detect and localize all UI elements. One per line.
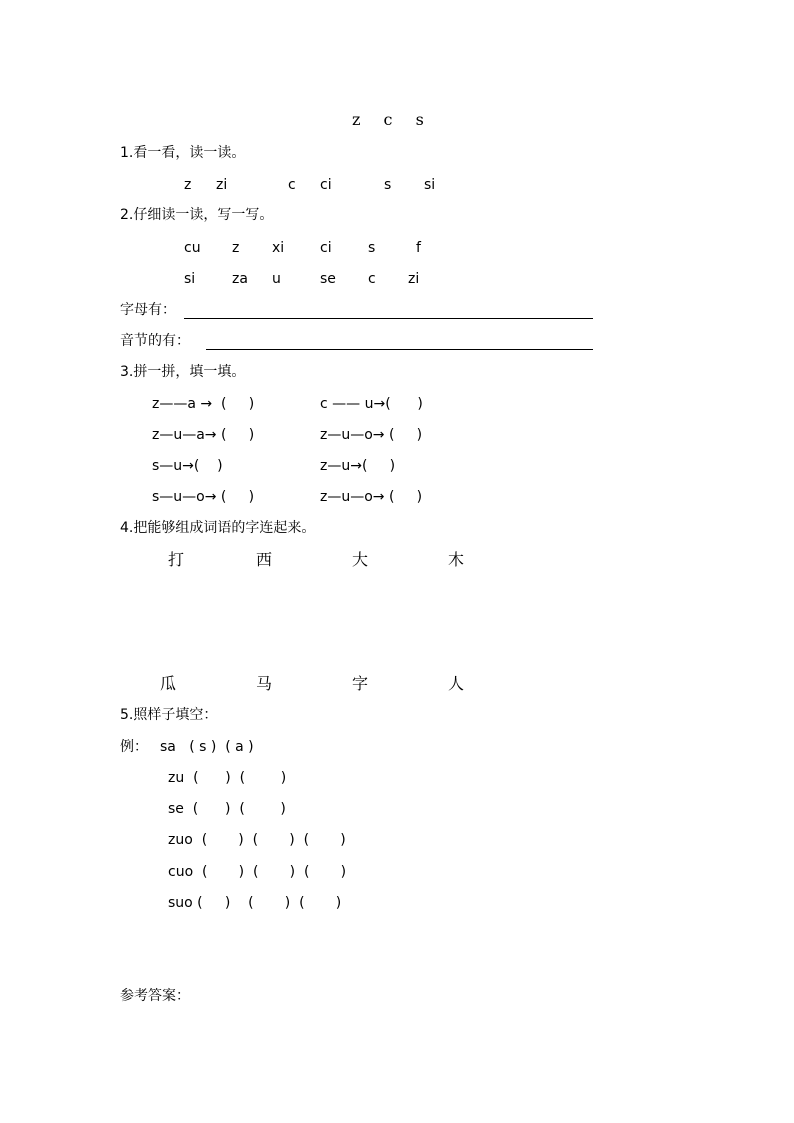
q4-heading: 4.把能够组成词语的字连起来。 bbox=[120, 520, 316, 536]
q3-item: z—u—o→ ( ) bbox=[320, 427, 423, 443]
q1-item: z bbox=[184, 177, 192, 193]
q4-bottom-char[interactable]: 字 bbox=[352, 674, 369, 693]
q3-heading: 3.拼一拼，填一填。 bbox=[120, 364, 246, 380]
q4-top-char[interactable]: 西 bbox=[256, 550, 273, 569]
letters-label: 字母有： bbox=[120, 302, 176, 318]
q2-item: f bbox=[416, 240, 421, 256]
q5-example-label: 例： bbox=[120, 739, 148, 755]
q4-top-char[interactable]: 大 bbox=[352, 550, 369, 569]
answer-key-label: 参考答案： bbox=[120, 988, 190, 1004]
q5-heading: 5.照样子填空： bbox=[120, 707, 218, 723]
q1-item: s bbox=[384, 177, 392, 193]
q5-row[interactable]: suo ( ) ( ) ( ) bbox=[168, 895, 342, 911]
q1-item: ci bbox=[320, 177, 332, 193]
q3-item: s—u—o→ ( ) bbox=[152, 489, 255, 505]
syllables-label: 音节的有： bbox=[120, 333, 190, 349]
q1-item: c bbox=[288, 177, 296, 193]
q3-item: z—u—a→ ( ) bbox=[152, 427, 255, 443]
q1-item: si bbox=[424, 177, 436, 193]
q3-item: z—u→( ) bbox=[320, 458, 396, 474]
q4-bottom-char[interactable]: 瓜 bbox=[160, 674, 177, 693]
q3-item: c —— u→( ) bbox=[320, 396, 423, 412]
q3-item: z—u—o→ ( ) bbox=[320, 489, 423, 505]
q5-row[interactable]: cuo ( ) ( ) ( ) bbox=[168, 864, 347, 880]
q2-item: zi bbox=[408, 271, 420, 287]
q4-bottom-char[interactable]: 人 bbox=[448, 674, 465, 693]
q1-item: zi bbox=[216, 177, 228, 193]
q4-top-char[interactable]: 打 bbox=[168, 550, 185, 569]
q5-example: sa ( s ) ( a ) bbox=[160, 739, 254, 755]
q3-item: s—u→( ) bbox=[152, 458, 223, 474]
q3-item: z——a → ( ) bbox=[152, 396, 255, 412]
q5-row[interactable]: zu ( ) ( ) bbox=[168, 770, 287, 786]
q1-heading: 1.看一看，读一读。 bbox=[120, 145, 246, 161]
letters-answer-line[interactable] bbox=[184, 318, 593, 319]
q2-item: za bbox=[232, 271, 248, 287]
q2-heading: 2.仔细读一读，写一写。 bbox=[120, 207, 274, 223]
q4-bottom-char[interactable]: 马 bbox=[256, 674, 273, 693]
q4-top-char[interactable]: 木 bbox=[448, 550, 465, 569]
q2-item: z bbox=[232, 240, 240, 256]
q2-item: ci bbox=[320, 240, 332, 256]
q2-item: xi bbox=[272, 240, 285, 256]
q2-item: s bbox=[368, 240, 376, 256]
page-title: z c s bbox=[352, 110, 426, 129]
q2-item: c bbox=[368, 271, 376, 287]
q2-item: cu bbox=[184, 240, 201, 256]
q2-item: si bbox=[184, 271, 196, 287]
syllables-answer-line[interactable] bbox=[206, 349, 593, 350]
q2-item: se bbox=[320, 271, 336, 287]
q2-item: u bbox=[272, 271, 281, 287]
q5-row[interactable]: zuo ( ) ( ) ( ) bbox=[168, 832, 346, 848]
q5-row[interactable]: se ( ) ( ) bbox=[168, 801, 286, 817]
